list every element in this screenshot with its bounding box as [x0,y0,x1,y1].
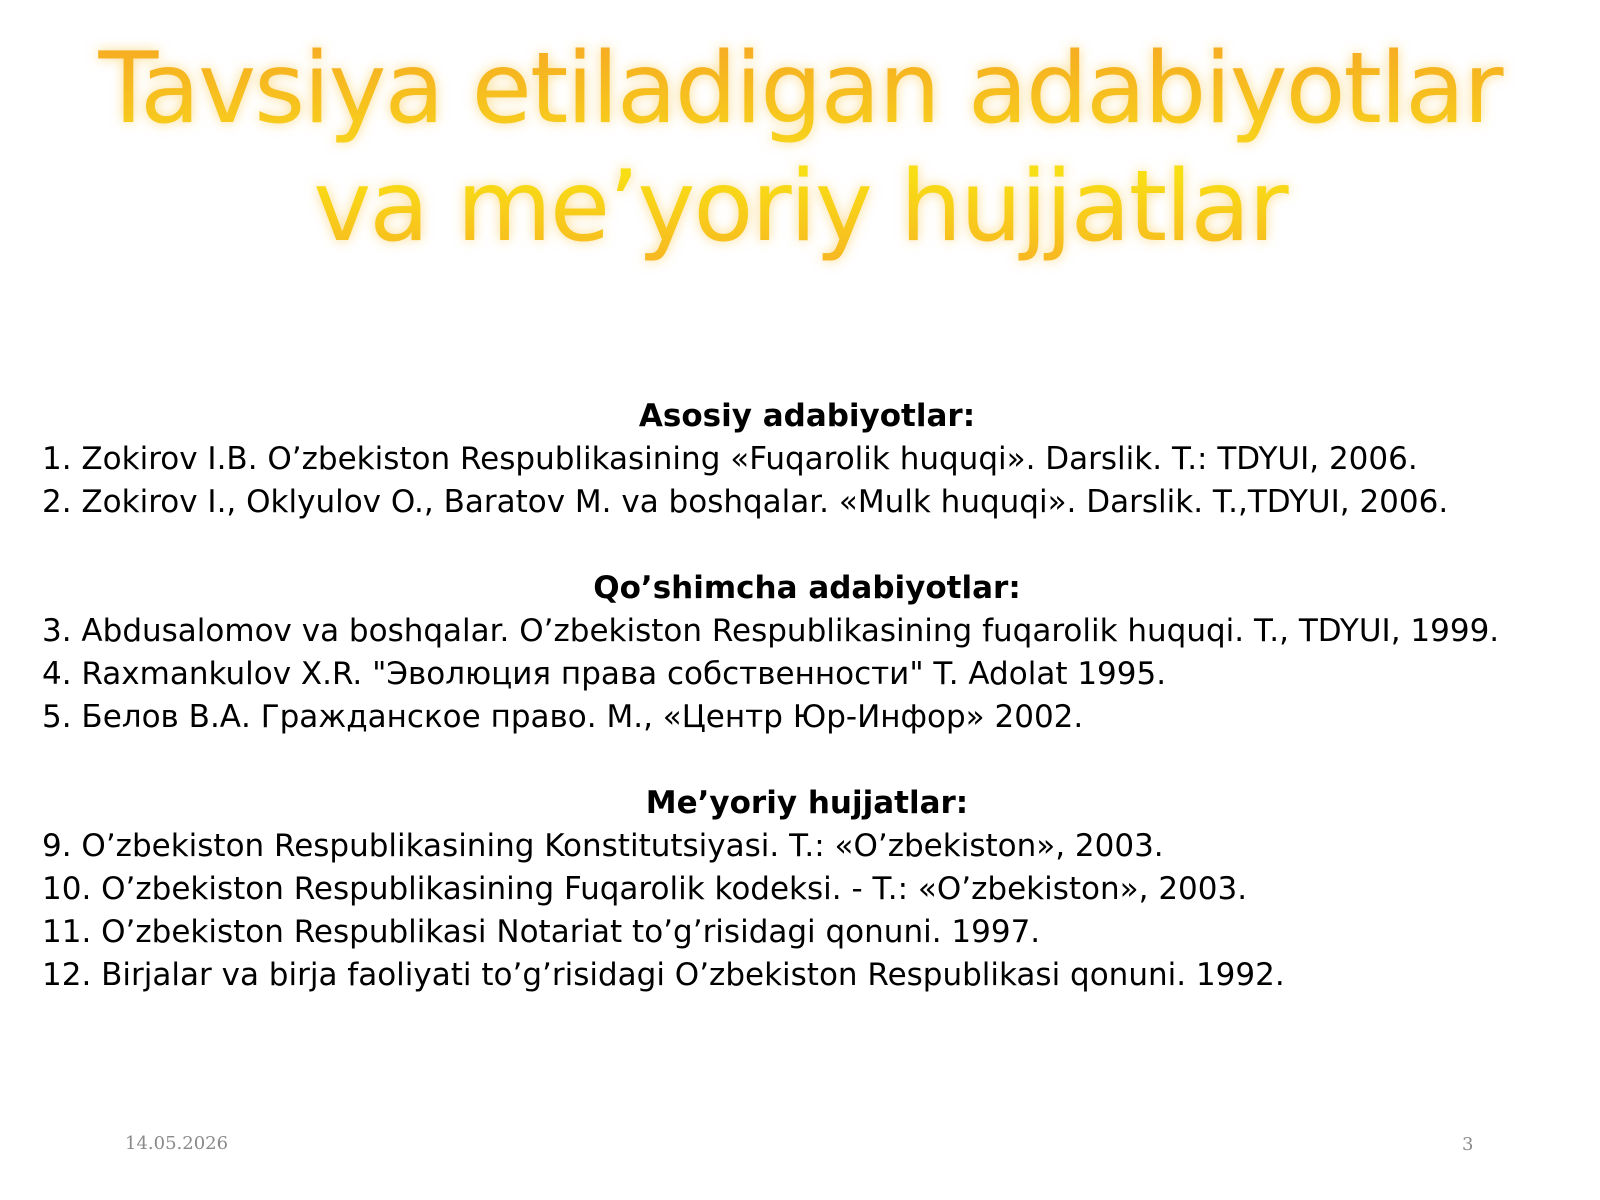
slide-title-line-1: Tavsiya etiladigan adabiyotlar [98,32,1502,146]
section-heading-main-literature: Asosiy adabiyotlar: [638,398,976,434]
reference-item: 5. Белов В.А. Гражданское право. М., «Центр Юр-Инфор» 2002. [42,699,1084,735]
reference-item: 1. Zokirov I.B. O’zbekiston Respublikasining «Fuqarolik huquqi». Darslik. T.: TDYUI, 2006. [42,441,1418,477]
spacer [42,524,1572,567]
footer-date: 14.05.2026 [125,1133,229,1154]
reference-item: 10. O’zbekiston Respublikasining Fuqarolik kodeksi. - T.: «O’zbekiston», 2003. [42,871,1248,907]
section-heading-normative-documents: Me’yoriy hujjatlar: [645,785,969,821]
reference-item: 3. Abdusalomov va boshqalar. O’zbekiston Respublikasining fuqarolik huquqi. T., TDYUI, 1999. [42,613,1500,649]
footer-page-number: 3 [1462,1134,1474,1155]
section-heading-additional-literature: Qo’shimcha adabiyotlar: [593,570,1021,606]
reference-item: 4. Raxmankulov X.R. "Эволюция права собственности" T. Adolat 1995. [42,656,1167,692]
reference-item: 9. O’zbekiston Respublikasining Konstitutsiyasi. T.: «O’zbekiston», 2003. [42,828,1164,864]
slide-title [40,30,1560,266]
references-list [42,395,1572,997]
reference-item: 11. O’zbekiston Respublikasi Notariat to’g’risidagi qonuni. 1997. [42,914,1041,950]
slide-title-line-2: va me’yoriy hujjatlar [313,150,1287,264]
spacer [42,739,1572,782]
reference-item: 2. Zokirov I., Oklyulov O., Baratov M. va boshqalar. «Mulk huquqi». Darslik. T.,TDYUI, 2006. [42,484,1449,520]
reference-item: 12. Birjalar va birja faoliyati to’g’risidagi O’zbekiston Respublikasi qonuni. 1992. [42,957,1285,993]
